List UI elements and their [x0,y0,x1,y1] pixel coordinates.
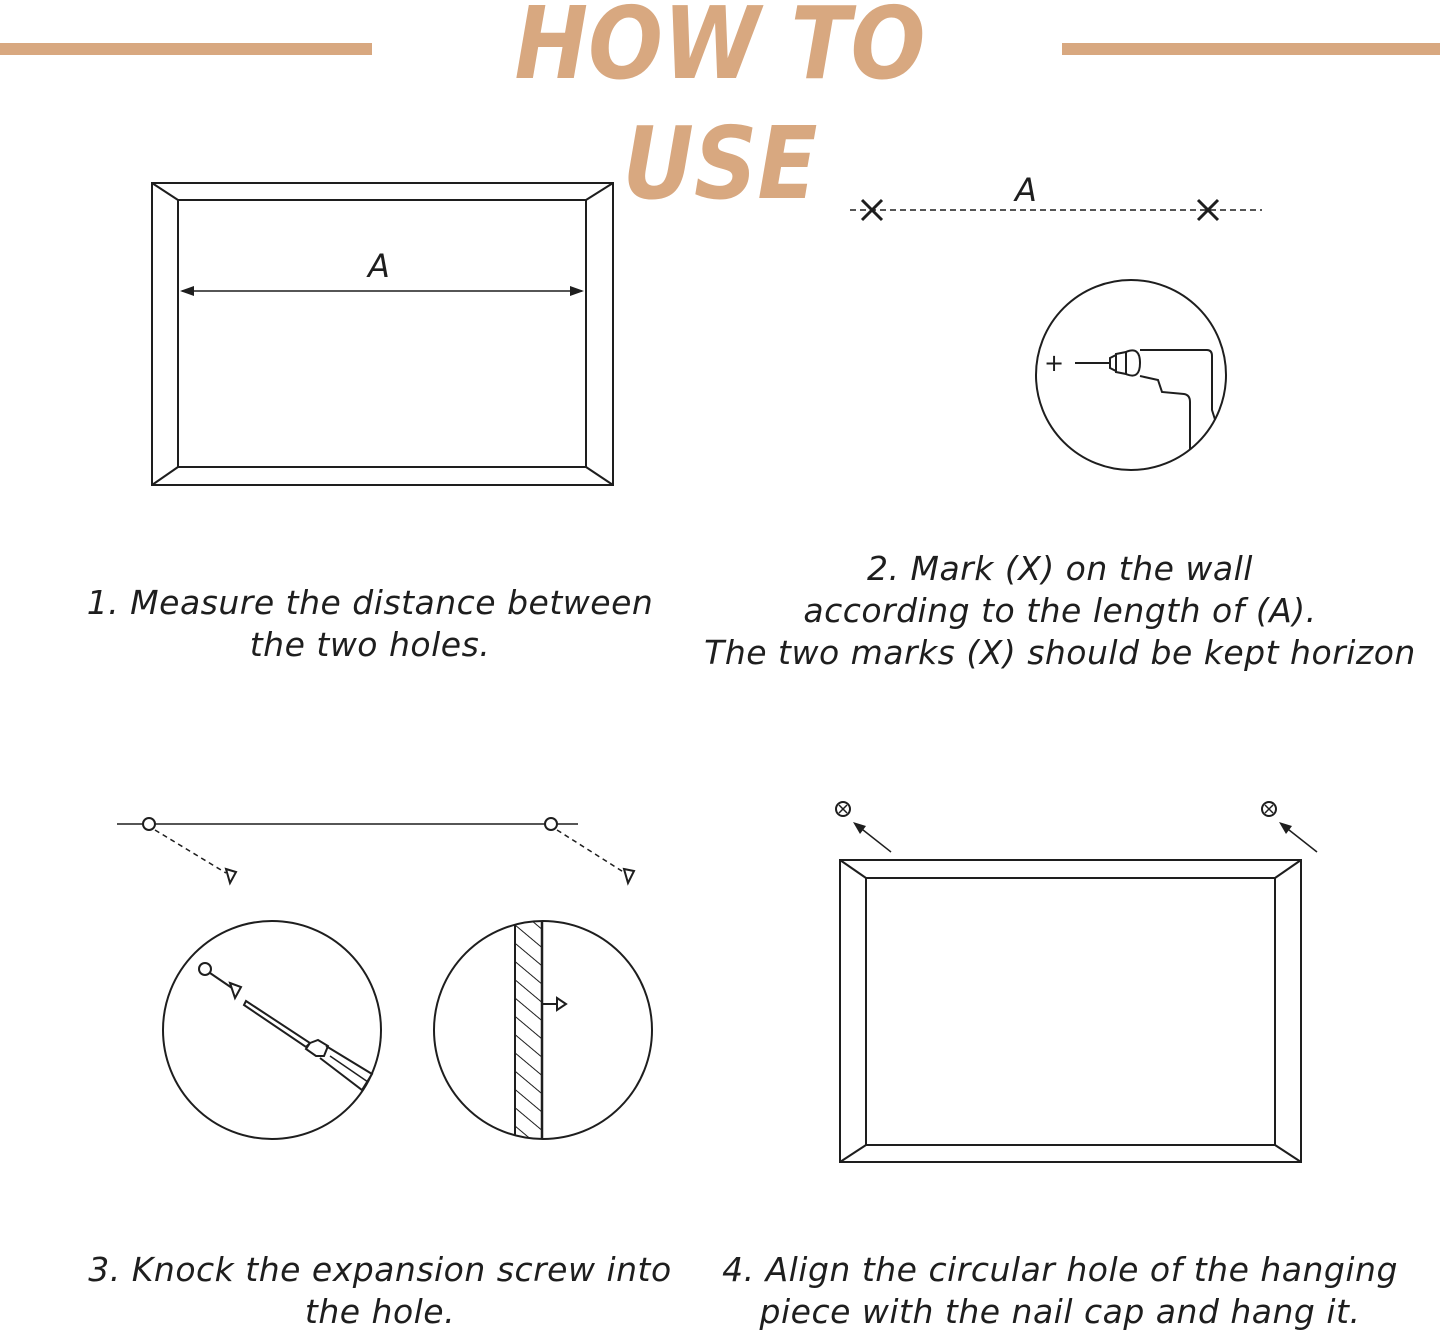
screwdriver-detail-circle [163,921,381,1139]
caption-line: the hole. [304,1292,456,1331]
caption-line: the two holes. [249,625,491,664]
expansion-screw-icon [557,998,566,1010]
caption-line: 1. Measure the distance between [86,583,654,622]
step3-screw-illustration [117,818,652,1145]
hole-left-icon [143,818,155,830]
drill-mark-plus-icon: + [1043,349,1065,377]
step-1-caption [60,582,680,666]
caption-line: according to the length of (A). [803,591,1317,630]
screw-right-icon [624,869,634,883]
step4-hang-illustration [836,802,1317,1162]
wall-distance-label-a: A [1015,171,1037,209]
step1-frame-illustration [152,183,613,485]
screw-left-icon [226,869,236,883]
caption-line: 2. Mark (X) on the wall [867,549,1253,588]
drill-icon [1075,350,1240,480]
step-4-caption [700,1249,1420,1333]
frame-outer-edge [152,183,613,485]
caption-line: The two marks (X) should be kept horizon [704,633,1416,672]
screwdriver-icon [199,963,372,1090]
dimension-label-a: A [368,247,390,285]
frame-outer-edge [840,860,1301,1162]
frame-inner-edge [866,878,1275,1145]
nail-cap-left-icon [836,802,850,816]
step-2-caption [700,548,1420,674]
nail-cap-right-icon [1262,802,1276,816]
caption-line: piece with the nail cap and hang it. [759,1292,1361,1331]
page-title: HOW TO USE [514,0,926,222]
caption-line: 3. Knock the expansion screw into [88,1250,672,1289]
step-3-caption [60,1249,700,1333]
hole-right-icon [545,818,557,830]
caption-line: 4. Align the circular hole of the hanging [722,1250,1398,1289]
wall-cross-section-icon [515,915,542,1145]
frame-inner-edge [178,200,586,467]
step2-marks-illustration [850,171,1262,480]
